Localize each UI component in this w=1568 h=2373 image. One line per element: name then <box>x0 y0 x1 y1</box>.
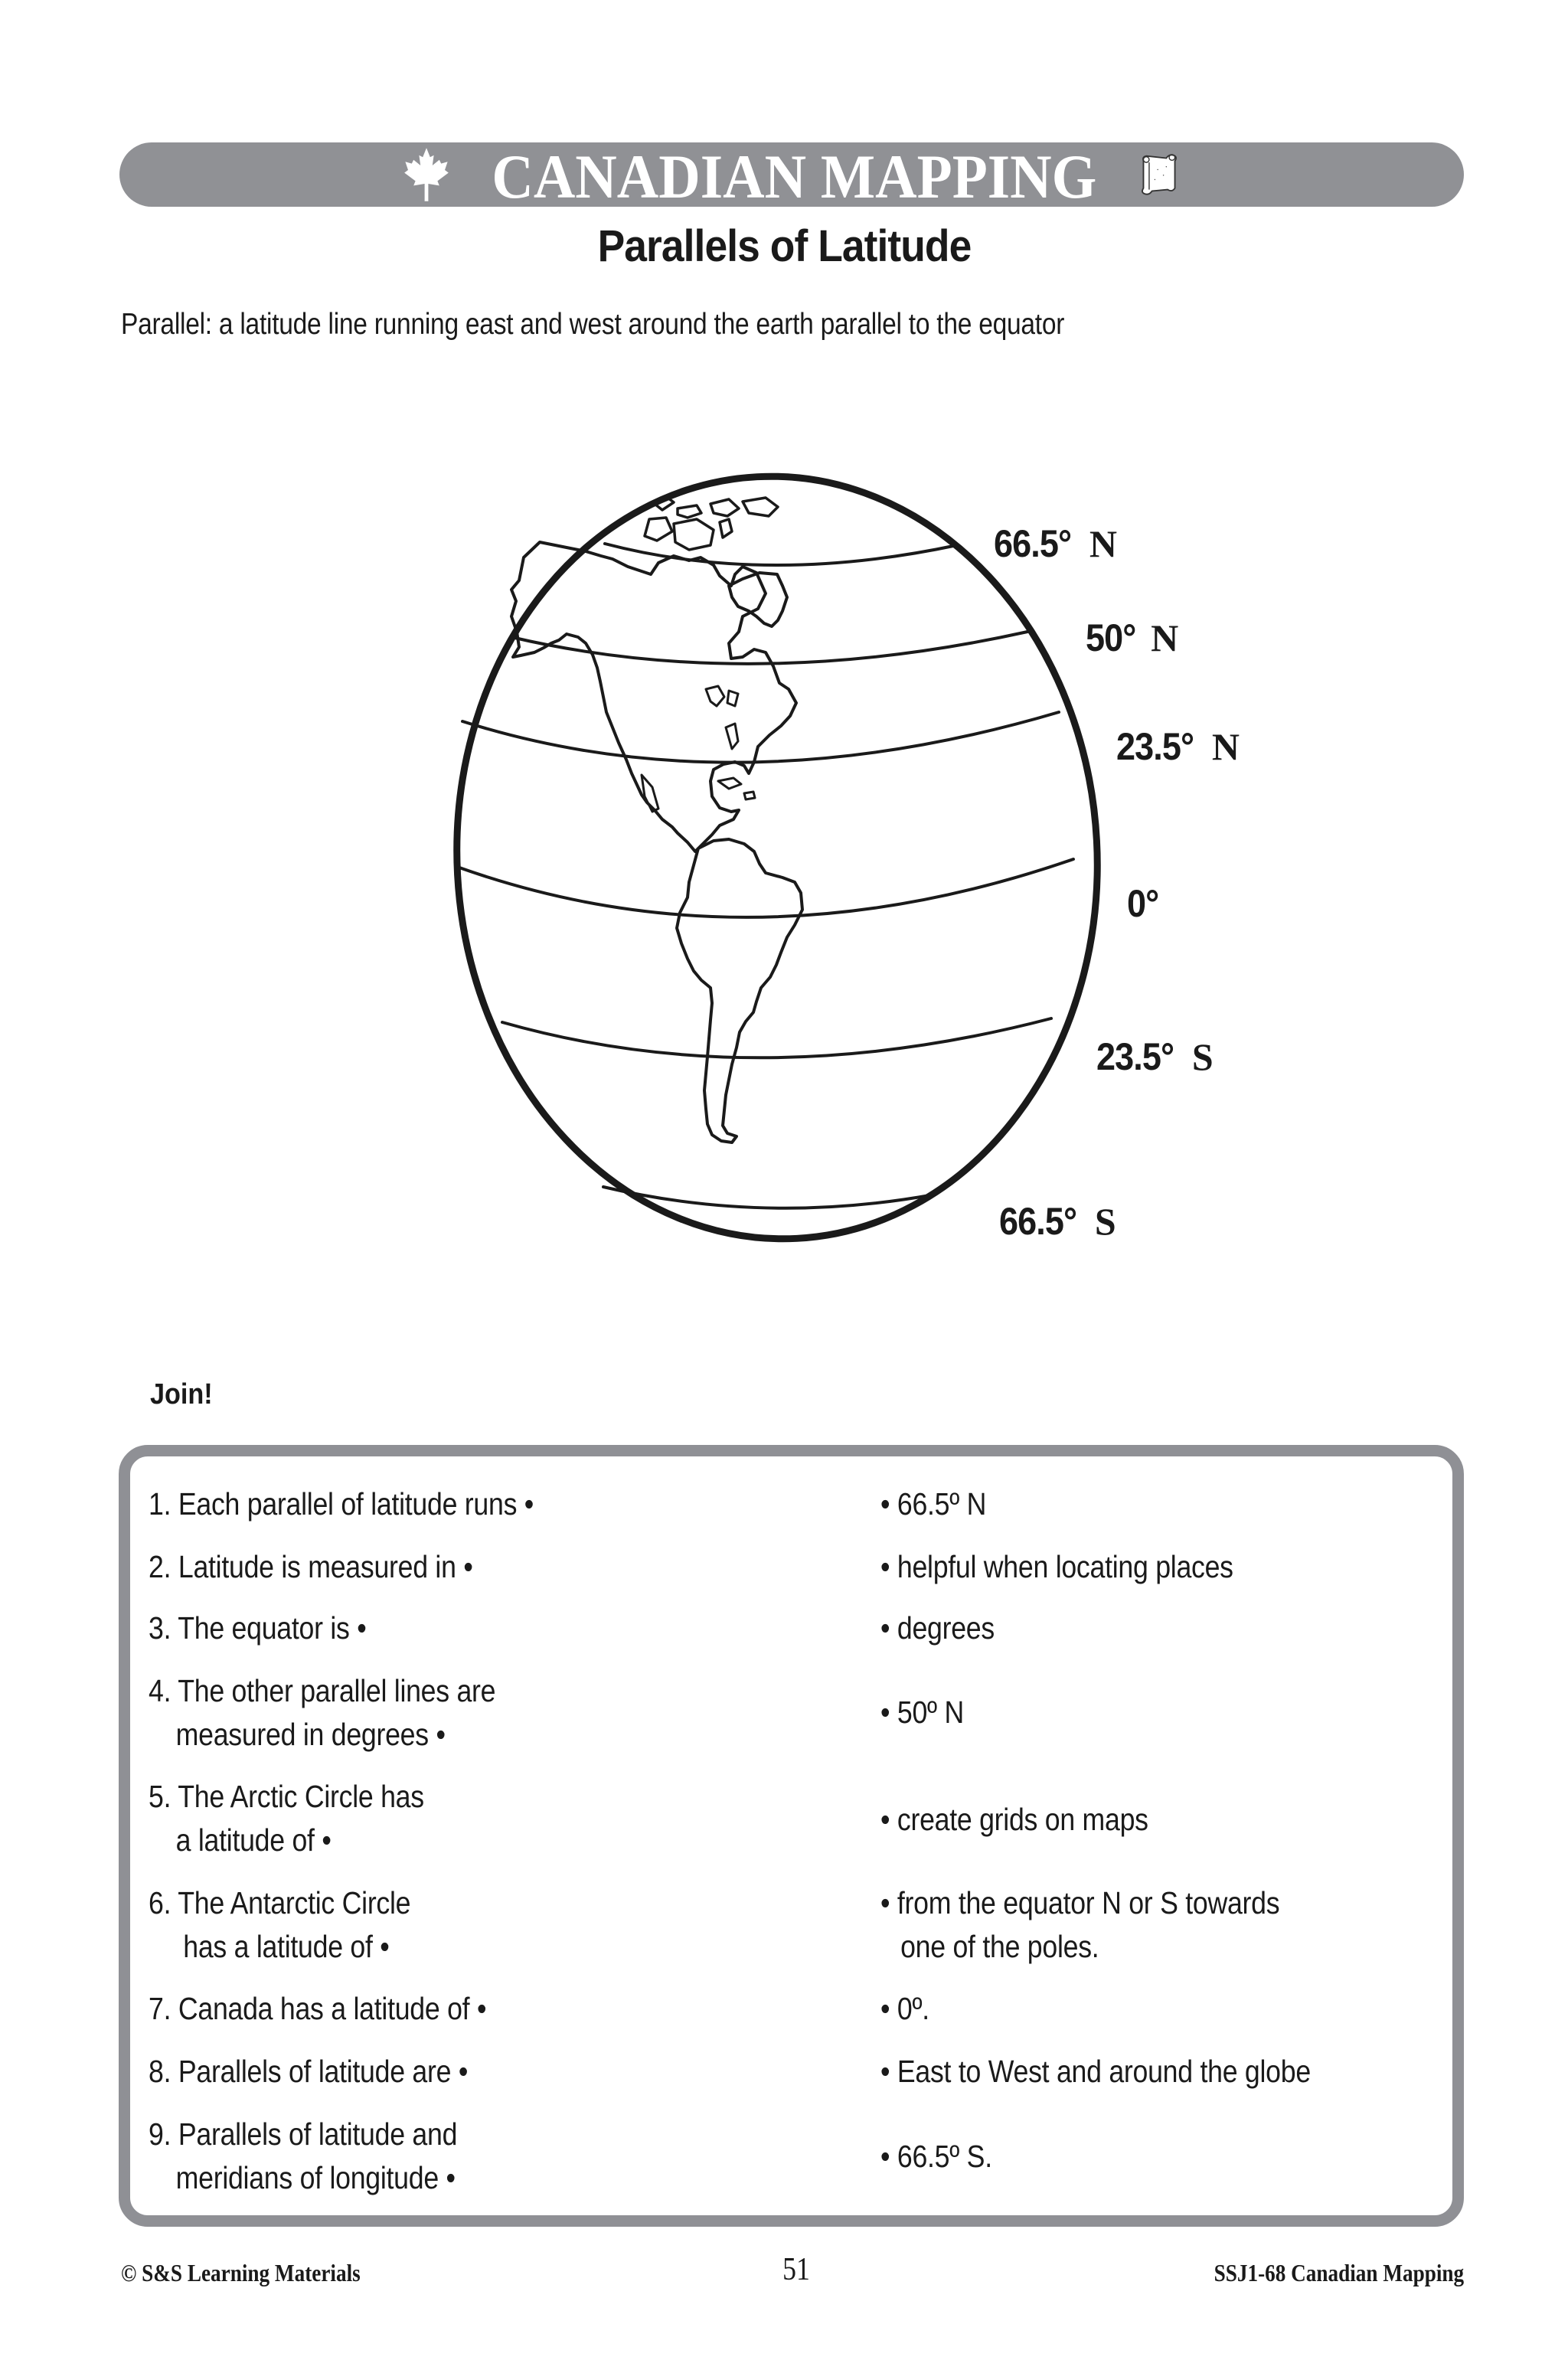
globe-diagram <box>429 459 1271 1271</box>
latitude-label-equator: 0° <box>1127 882 1159 925</box>
header-title: CANADIAN MAPPING <box>492 142 1096 211</box>
header-band <box>119 142 1464 211</box>
left-item-2[interactable]: 2. Latitude is measured in • <box>149 1549 473 1584</box>
right-item-5[interactable]: • create grids on maps <box>880 1802 1148 1837</box>
right-item-9[interactable]: • 66.5º S. <box>880 2139 992 2174</box>
right-item-1[interactable]: • 66.5º N <box>880 1486 987 1522</box>
right-item-3[interactable]: • degrees <box>880 1610 995 1646</box>
right-item-6[interactable]: • from the equator N or S towards one of the poles. <box>880 1885 1280 1964</box>
latitude-label-66n: 66.5° N <box>994 522 1117 565</box>
left-item-1[interactable]: 1. Each parallel of latitude runs • <box>149 1486 534 1522</box>
left-item-4[interactable]: 4. The other parallel lines are measured in degrees • <box>149 1673 496 1752</box>
right-item-8[interactable]: • East to West and around the globe <box>880 2054 1311 2089</box>
globe-icon <box>429 459 1271 1271</box>
maple-leaf-icon <box>403 147 450 202</box>
left-item-8[interactable]: 8. Parallels of latitude are • <box>149 2054 469 2089</box>
page-number: 51 <box>782 2252 810 2287</box>
right-item-7[interactable]: • 0º. <box>880 1991 929 2026</box>
latitude-label-23n: 23.5° N <box>1116 725 1240 768</box>
latitude-label-23s: 23.5° S <box>1096 1035 1214 1078</box>
parallel-definition: Parallel: a latitude line running east and west around the earth parallel to the equator <box>121 308 1065 341</box>
left-item-6[interactable]: 6. The Antarctic Circle has a latitude of • <box>149 1885 411 1964</box>
join-heading: Join! <box>150 1378 213 1410</box>
latitude-label-66s: 66.5° S <box>999 1200 1116 1243</box>
footer-copyright: © S&S Learning Materials <box>121 2259 361 2286</box>
left-item-7[interactable]: 7. Canada has a latitude of • <box>149 1991 487 2026</box>
page-subtitle: Parallels of Latitude <box>597 221 972 271</box>
right-item-4[interactable]: • 50º N <box>880 1695 964 1730</box>
left-item-3[interactable]: 3. The equator is • <box>149 1610 367 1646</box>
footer-book-title: SSJ1-68 Canadian Mapping <box>1214 2259 1464 2286</box>
scroll-icon <box>1138 151 1181 198</box>
left-item-5[interactable]: 5. The Arctic Circle has a latitude of • <box>149 1779 424 1858</box>
latitude-label-50n: 50° N <box>1086 616 1179 659</box>
right-item-2[interactable]: • helpful when locating places <box>880 1549 1233 1584</box>
left-item-9[interactable]: 9. Parallels of latitude and meridians of longitude • <box>149 2116 458 2195</box>
